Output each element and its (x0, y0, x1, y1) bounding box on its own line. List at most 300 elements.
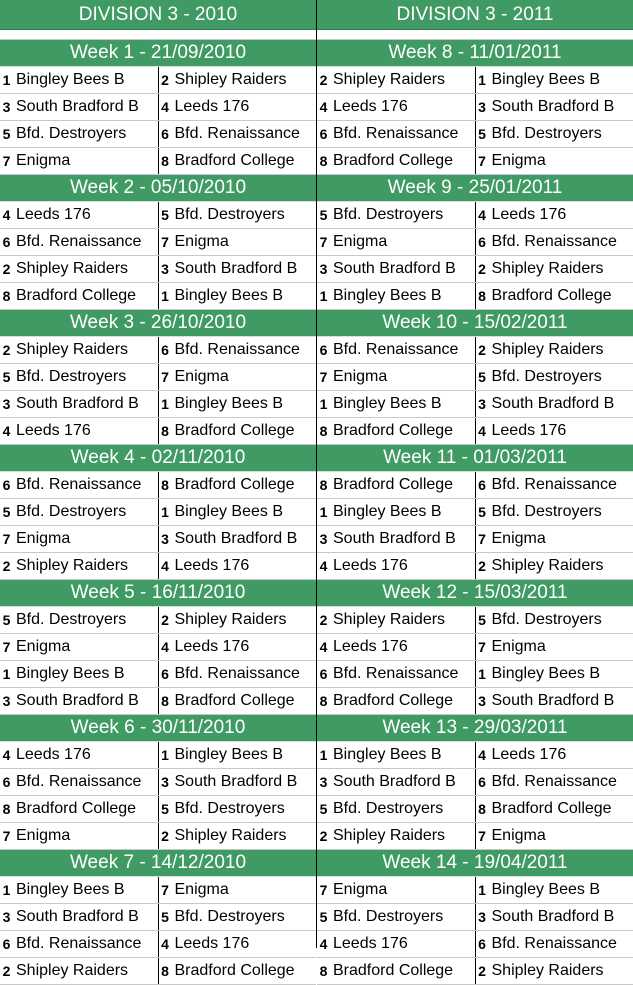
team-number: 2 (317, 67, 330, 93)
team-name: Bingley Bees B (172, 283, 284, 309)
fixture-row (0, 823, 316, 850)
team-number: 2 (159, 823, 172, 849)
team-name: Shipley Raiders (330, 823, 445, 849)
fixture-row (0, 364, 316, 391)
team-name: Bingley Bees B (172, 391, 284, 417)
team-number: 2 (0, 553, 13, 579)
team-name: Enigma (489, 148, 546, 174)
team-name: Bradford College (489, 796, 612, 822)
fixture-row (0, 526, 316, 553)
team-name: Bfd. Destroyers (330, 202, 443, 228)
team-number: 5 (476, 121, 489, 147)
team-number: 5 (317, 202, 330, 228)
team-number: 2 (317, 823, 330, 849)
week-header: Week 2 - 05/10/2010 (0, 175, 316, 202)
away-team-cell (158, 499, 317, 525)
team-number: 6 (0, 931, 13, 957)
week-header: Week 10 - 15/02/2011 (317, 310, 633, 337)
away-team-cell (475, 742, 633, 768)
fixture-row (0, 742, 316, 769)
team-name: Bfd. Destroyers (13, 499, 126, 525)
team-name: Enigma (13, 526, 70, 552)
fixture-row (0, 283, 316, 310)
team-number: 3 (0, 904, 13, 930)
team-name: Leeds 176 (330, 931, 408, 957)
fixture-row (0, 499, 316, 526)
away-team-cell (158, 661, 317, 687)
team-name: South Bradford B (489, 904, 615, 930)
home-team-cell (0, 553, 158, 579)
team-number: 4 (0, 202, 13, 228)
team-number: 7 (476, 526, 489, 552)
team-name: Shipley Raiders (172, 823, 287, 849)
team-name: Bfd. Renaissance (13, 931, 141, 957)
team-name: Bradford College (13, 283, 136, 309)
home-team-cell (0, 499, 158, 525)
away-team-cell (158, 94, 317, 120)
away-team-cell (475, 661, 633, 687)
division-2011-column (317, 0, 633, 985)
team-name: South Bradford B (13, 688, 139, 714)
team-number: 8 (476, 796, 489, 822)
home-team-cell (317, 418, 475, 444)
weeks-2010 (0, 40, 316, 985)
home-team-cell (0, 337, 158, 363)
team-name: South Bradford B (172, 256, 298, 282)
team-number: 2 (476, 337, 489, 363)
home-team-cell (0, 202, 158, 228)
fixture-row (317, 337, 633, 364)
team-number: 7 (317, 364, 330, 390)
fixture-row (0, 769, 316, 796)
team-number: 5 (159, 904, 172, 930)
fixture-row (0, 661, 316, 688)
team-number: 8 (317, 418, 330, 444)
team-name: Shipley Raiders (13, 553, 128, 579)
team-number: 1 (476, 877, 489, 903)
away-team-cell (475, 202, 633, 228)
team-number: 4 (317, 94, 330, 120)
fixture-row (317, 94, 633, 121)
team-name: Enigma (489, 823, 546, 849)
team-name: South Bradford B (330, 256, 456, 282)
away-team-cell (158, 958, 317, 984)
team-name: Bfd. Renaissance (172, 121, 300, 147)
team-name: Bfd. Destroyers (489, 607, 602, 633)
team-name: Bfd. Destroyers (13, 607, 126, 633)
team-name: Bingley Bees B (489, 661, 601, 687)
home-team-cell (0, 904, 158, 930)
team-name: Bradford College (330, 958, 453, 984)
team-number: 3 (159, 526, 172, 552)
team-name: Bingley Bees B (330, 283, 442, 309)
week-header: Week 9 - 25/01/2011 (317, 175, 633, 202)
team-name: Bfd. Destroyers (330, 796, 443, 822)
fixture-row (317, 67, 633, 94)
team-number: 3 (476, 94, 489, 120)
team-name: Bingley Bees B (172, 499, 284, 525)
home-team-cell (317, 661, 475, 687)
team-number: 1 (317, 742, 330, 768)
team-number: 6 (0, 769, 13, 795)
team-number: 5 (159, 796, 172, 822)
team-number: 2 (0, 958, 13, 984)
team-name: Bingley Bees B (330, 742, 442, 768)
team-number: 5 (0, 121, 13, 147)
home-team-cell (0, 634, 158, 660)
team-name: Bfd. Destroyers (172, 202, 285, 228)
week-header: Week 6 - 30/11/2010 (0, 715, 316, 742)
away-team-cell (158, 472, 317, 498)
team-number: 3 (317, 769, 330, 795)
away-team-cell (475, 904, 633, 930)
fixture-row (0, 958, 316, 985)
team-name: Shipley Raiders (172, 67, 287, 93)
fixture-row (317, 823, 633, 850)
team-name: South Bradford B (13, 94, 139, 120)
team-number: 1 (476, 67, 489, 93)
team-number: 5 (0, 499, 13, 525)
away-team-cell (158, 931, 317, 957)
team-name: Bfd. Destroyers (489, 499, 602, 525)
team-number: 4 (317, 634, 330, 660)
fixture-row (317, 499, 633, 526)
team-number: 4 (317, 931, 330, 957)
team-number: 4 (476, 202, 489, 228)
home-team-cell (0, 256, 158, 282)
fixture-row (0, 553, 316, 580)
away-team-cell (475, 229, 633, 255)
team-name: Bingley Bees B (13, 67, 125, 93)
home-team-cell (317, 634, 475, 660)
home-team-cell (317, 742, 475, 768)
fixture-row (317, 391, 633, 418)
home-team-cell (0, 526, 158, 552)
team-number: 8 (159, 688, 172, 714)
away-team-cell (158, 121, 317, 147)
home-team-cell (0, 742, 158, 768)
home-team-cell (0, 391, 158, 417)
away-team-cell (158, 418, 317, 444)
home-team-cell (0, 796, 158, 822)
team-number: 7 (317, 229, 330, 255)
away-team-cell (158, 283, 317, 309)
team-number: 5 (476, 364, 489, 390)
team-name: Bingley Bees B (330, 499, 442, 525)
team-name: Shipley Raiders (13, 958, 128, 984)
fixture-row (317, 769, 633, 796)
team-name: Bradford College (330, 418, 453, 444)
away-team-cell (475, 634, 633, 660)
fixture-row (0, 256, 316, 283)
home-team-cell (317, 121, 475, 147)
away-team-cell (475, 391, 633, 417)
team-number: 2 (159, 607, 172, 633)
team-name: South Bradford B (13, 904, 139, 930)
team-name: Enigma (330, 229, 387, 255)
team-number: 1 (159, 283, 172, 309)
team-name: Leeds 176 (172, 553, 250, 579)
team-number: 6 (476, 472, 489, 498)
team-number: 3 (317, 526, 330, 552)
away-team-cell (158, 904, 317, 930)
week-header: Week 11 - 01/03/2011 (317, 445, 633, 472)
team-name: Bfd. Renaissance (489, 769, 617, 795)
away-team-cell (475, 418, 633, 444)
fixture-row (0, 634, 316, 661)
division-2010-title: DIVISION 3 - 2010 (0, 0, 316, 30)
team-name: Leeds 176 (489, 742, 567, 768)
away-team-cell (475, 283, 633, 309)
team-name: Bingley Bees B (489, 877, 601, 903)
team-name: Bradford College (13, 796, 136, 822)
fixture-row (317, 121, 633, 148)
week-header: Week 3 - 26/10/2010 (0, 310, 316, 337)
team-number: 6 (0, 229, 13, 255)
team-number: 7 (0, 148, 13, 174)
team-number: 4 (159, 931, 172, 957)
team-number: 3 (159, 256, 172, 282)
team-name: South Bradford B (489, 391, 615, 417)
fixture-row (0, 391, 316, 418)
fixture-row (317, 877, 633, 904)
team-number: 1 (159, 742, 172, 768)
away-team-cell (158, 796, 317, 822)
team-number: 3 (476, 688, 489, 714)
away-team-cell (158, 607, 317, 633)
team-name: Bingley Bees B (13, 661, 125, 687)
away-team-cell (158, 256, 317, 282)
away-team-cell (475, 796, 633, 822)
fixture-row (317, 148, 633, 175)
team-name: Leeds 176 (172, 94, 250, 120)
team-name: Bradford College (330, 688, 453, 714)
home-team-cell (317, 256, 475, 282)
fixture-row (317, 634, 633, 661)
team-number: 6 (476, 229, 489, 255)
fixture-row (317, 742, 633, 769)
home-team-cell (317, 391, 475, 417)
team-number: 8 (0, 796, 13, 822)
team-name: South Bradford B (330, 769, 456, 795)
team-number: 7 (476, 634, 489, 660)
team-number: 7 (159, 364, 172, 390)
team-number: 2 (476, 256, 489, 282)
home-team-cell (317, 958, 475, 984)
home-team-cell (317, 472, 475, 498)
team-name: Leeds 176 (330, 94, 408, 120)
fixture-row (0, 877, 316, 904)
team-name: Bfd. Renaissance (330, 661, 458, 687)
home-team-cell (317, 931, 475, 957)
team-number: 2 (476, 553, 489, 579)
fixture-row (0, 121, 316, 148)
team-number: 1 (0, 661, 13, 687)
team-name: Enigma (172, 364, 229, 390)
team-name: South Bradford B (330, 526, 456, 552)
away-team-cell (158, 742, 317, 768)
team-number: 1 (159, 499, 172, 525)
team-number: 7 (0, 526, 13, 552)
away-team-cell (475, 364, 633, 390)
team-name: Enigma (13, 823, 70, 849)
away-team-cell (475, 67, 633, 93)
team-name: Leeds 176 (330, 553, 408, 579)
home-team-cell (0, 67, 158, 93)
team-name: Shipley Raiders (172, 607, 287, 633)
team-number: 1 (0, 877, 13, 903)
team-name: Shipley Raiders (13, 337, 128, 363)
home-team-cell (0, 472, 158, 498)
away-team-cell (158, 526, 317, 552)
home-team-cell (0, 148, 158, 174)
team-number: 7 (159, 229, 172, 255)
team-number: 2 (0, 256, 13, 282)
week-header: Week 7 - 14/12/2010 (0, 850, 316, 877)
fixture-row (0, 202, 316, 229)
away-team-cell (475, 499, 633, 525)
team-name: Bfd. Renaissance (172, 661, 300, 687)
fixture-row (0, 94, 316, 121)
team-number: 6 (159, 661, 172, 687)
division-2010-column (0, 0, 316, 985)
away-team-cell (475, 94, 633, 120)
away-team-cell (158, 769, 317, 795)
fixture-row (0, 688, 316, 715)
team-number: 4 (476, 418, 489, 444)
away-team-cell (475, 553, 633, 579)
fixture-row (317, 661, 633, 688)
team-name: Leeds 176 (13, 742, 91, 768)
team-name: Bfd. Renaissance (13, 769, 141, 795)
away-team-cell (158, 202, 317, 228)
team-number: 8 (317, 688, 330, 714)
home-team-cell (317, 526, 475, 552)
team-name: Shipley Raiders (489, 337, 604, 363)
home-team-cell (317, 364, 475, 390)
away-team-cell (475, 688, 633, 714)
away-team-cell (158, 688, 317, 714)
away-team-cell (475, 526, 633, 552)
team-name: Bfd. Destroyers (13, 121, 126, 147)
team-number: 7 (317, 877, 330, 903)
team-number: 4 (159, 94, 172, 120)
home-team-cell (317, 823, 475, 849)
away-team-cell (158, 364, 317, 390)
team-name: Bingley Bees B (13, 877, 125, 903)
week-header: Week 4 - 02/11/2010 (0, 445, 316, 472)
team-number: 3 (476, 904, 489, 930)
home-team-cell (317, 688, 475, 714)
team-number: 6 (317, 121, 330, 147)
team-name: South Bradford B (172, 526, 298, 552)
fixture-row (0, 472, 316, 499)
team-number: 8 (159, 148, 172, 174)
team-number: 2 (317, 607, 330, 633)
fixture-row (317, 418, 633, 445)
team-name: Bfd. Renaissance (489, 931, 617, 957)
home-team-cell (317, 148, 475, 174)
away-team-cell (158, 553, 317, 579)
week-header: Week 12 - 15/03/2011 (317, 580, 633, 607)
fixture-row (317, 364, 633, 391)
team-name: Shipley Raiders (489, 256, 604, 282)
home-team-cell (0, 94, 158, 120)
team-name: South Bradford B (172, 769, 298, 795)
fixture-row (317, 688, 633, 715)
team-name: Bradford College (330, 472, 453, 498)
weeks-2011 (317, 40, 633, 985)
team-number: 8 (476, 283, 489, 309)
spacer-row (317, 30, 633, 40)
away-team-cell (475, 877, 633, 903)
fixture-row (0, 418, 316, 445)
team-name: Bfd. Renaissance (489, 472, 617, 498)
team-number: 5 (0, 364, 13, 390)
week-header: Week 5 - 16/11/2010 (0, 580, 316, 607)
fixture-row (317, 931, 633, 958)
team-number: 8 (317, 472, 330, 498)
team-number: 4 (317, 553, 330, 579)
team-name: Bfd. Renaissance (330, 337, 458, 363)
team-number: 6 (317, 661, 330, 687)
team-number: 6 (476, 931, 489, 957)
team-name: Enigma (13, 634, 70, 660)
week-header: Week 13 - 29/03/2011 (317, 715, 633, 742)
home-team-cell (0, 229, 158, 255)
team-name: Bfd. Destroyers (489, 121, 602, 147)
away-team-cell (158, 823, 317, 849)
fixture-row (317, 526, 633, 553)
team-number: 4 (0, 418, 13, 444)
home-team-cell (317, 796, 475, 822)
team-name: Bfd. Destroyers (172, 796, 285, 822)
away-team-cell (475, 769, 633, 795)
team-name: Enigma (330, 364, 387, 390)
team-number: 4 (159, 634, 172, 660)
team-name: Bradford College (172, 472, 295, 498)
home-team-cell (0, 931, 158, 957)
fixture-row (317, 607, 633, 634)
team-number: 3 (0, 94, 13, 120)
team-number: 2 (476, 958, 489, 984)
home-team-cell (0, 661, 158, 687)
team-name: Enigma (172, 229, 229, 255)
home-team-cell (0, 607, 158, 633)
home-team-cell (317, 769, 475, 795)
week-header: Week 8 - 11/01/2011 (317, 40, 633, 67)
away-team-cell (475, 337, 633, 363)
fixture-row (0, 607, 316, 634)
team-name: South Bradford B (489, 94, 615, 120)
team-number: 3 (0, 391, 13, 417)
home-team-cell (317, 94, 475, 120)
team-name: Bfd. Destroyers (172, 904, 285, 930)
team-number: 2 (0, 337, 13, 363)
team-number: 7 (0, 823, 13, 849)
team-number: 7 (476, 148, 489, 174)
fixture-row (0, 67, 316, 94)
home-team-cell (0, 364, 158, 390)
team-name: Enigma (330, 877, 387, 903)
team-name: Bradford College (172, 418, 295, 444)
team-number: 5 (317, 904, 330, 930)
fixture-row (317, 553, 633, 580)
fixture-row (317, 256, 633, 283)
team-name: Shipley Raiders (330, 67, 445, 93)
home-team-cell (317, 283, 475, 309)
team-name: Leeds 176 (172, 931, 250, 957)
